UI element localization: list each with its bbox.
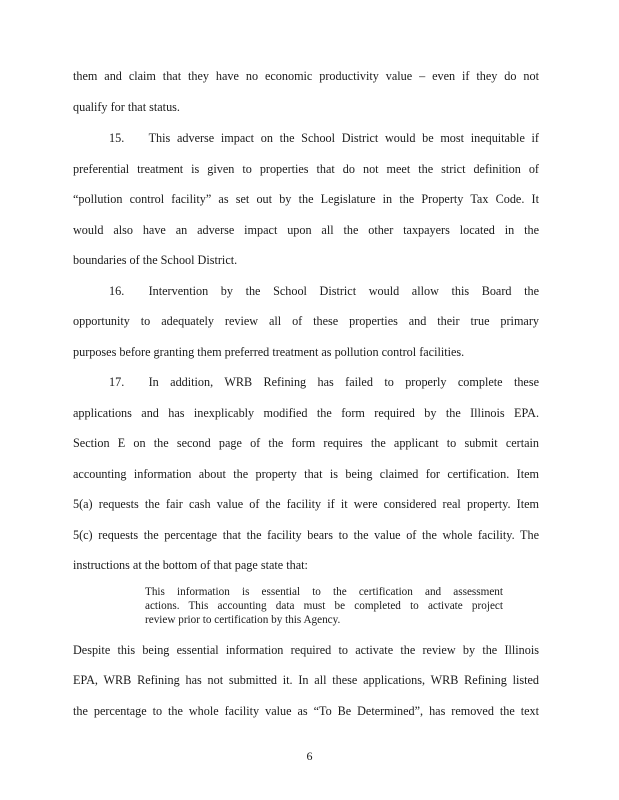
paragraph-15-line-4: would also have an adverse impact upon all the other taxpayers located in the: [73, 223, 539, 237]
body-line-2: qualify for that status.: [73, 100, 180, 114]
block-quote-line-2: actions. This accounting data must be completed to activate project: [145, 600, 503, 612]
paragraph-15-line-2: preferential treatment is given to properties that do not meet the strict definition of: [73, 162, 539, 176]
page-number: 6: [306, 749, 313, 763]
paragraph-15-line-1: 15. This adverse impact on the School District would be most inequitable if: [109, 131, 539, 145]
paragraph-17-line-1: 17. In addition, WRB Refining has failed to properly complete these: [109, 375, 539, 389]
block-quote-line-1: This information is essential to the certification and assessment: [145, 586, 503, 598]
continuation-line-3: the percentage to the whole facility value as “To Be Determined”, has removed the text: [73, 704, 539, 718]
body-line-1: them and claim that they have no economic productivity value – even if they do not: [73, 69, 539, 83]
paragraph-16-line-2: opportunity to adequately review all of these properties and their true primary: [73, 314, 539, 328]
paragraph-16-line-3: purposes before granting them preferred treatment as pollution control facilities.: [73, 345, 465, 359]
block-quote-line-3: review prior to certification by this Agency.: [145, 614, 341, 626]
paragraph-17-line-4: accounting information about the property that is being claimed for certification. Item: [73, 467, 539, 481]
continuation-line-1: Despite this being essential information required to activate the review by the Illinois: [73, 643, 539, 657]
paragraph-17-line-3: Section E on the second page of the form requires the applicant to submit certain: [73, 436, 539, 450]
paragraph-17-line-6: 5(c) requests the percentage that the facility bears to the value of the whole facility. The: [73, 528, 539, 542]
paragraph-16-line-1: 16. Intervention by the School District would allow this Board the: [109, 284, 539, 298]
paragraph-17-line-7: instructions at the bottom of that page state that:: [73, 558, 308, 572]
paragraph-15-line-3: “pollution control facility” as set out by the Legislature in the Property Tax Code. It: [73, 192, 539, 206]
continuation-line-2: EPA, WRB Refining has not submitted it. In all these applications, WRB Refining listed: [73, 673, 539, 687]
paragraph-17-line-2: applications and has inexplicably modified the form required by the Illinois EPA.: [73, 406, 539, 420]
paragraph-17-line-5: 5(a) requests the fair cash value of the facility if it were considered real property. Item: [73, 497, 539, 511]
paragraph-15-line-5: boundaries of the School District.: [73, 253, 238, 267]
